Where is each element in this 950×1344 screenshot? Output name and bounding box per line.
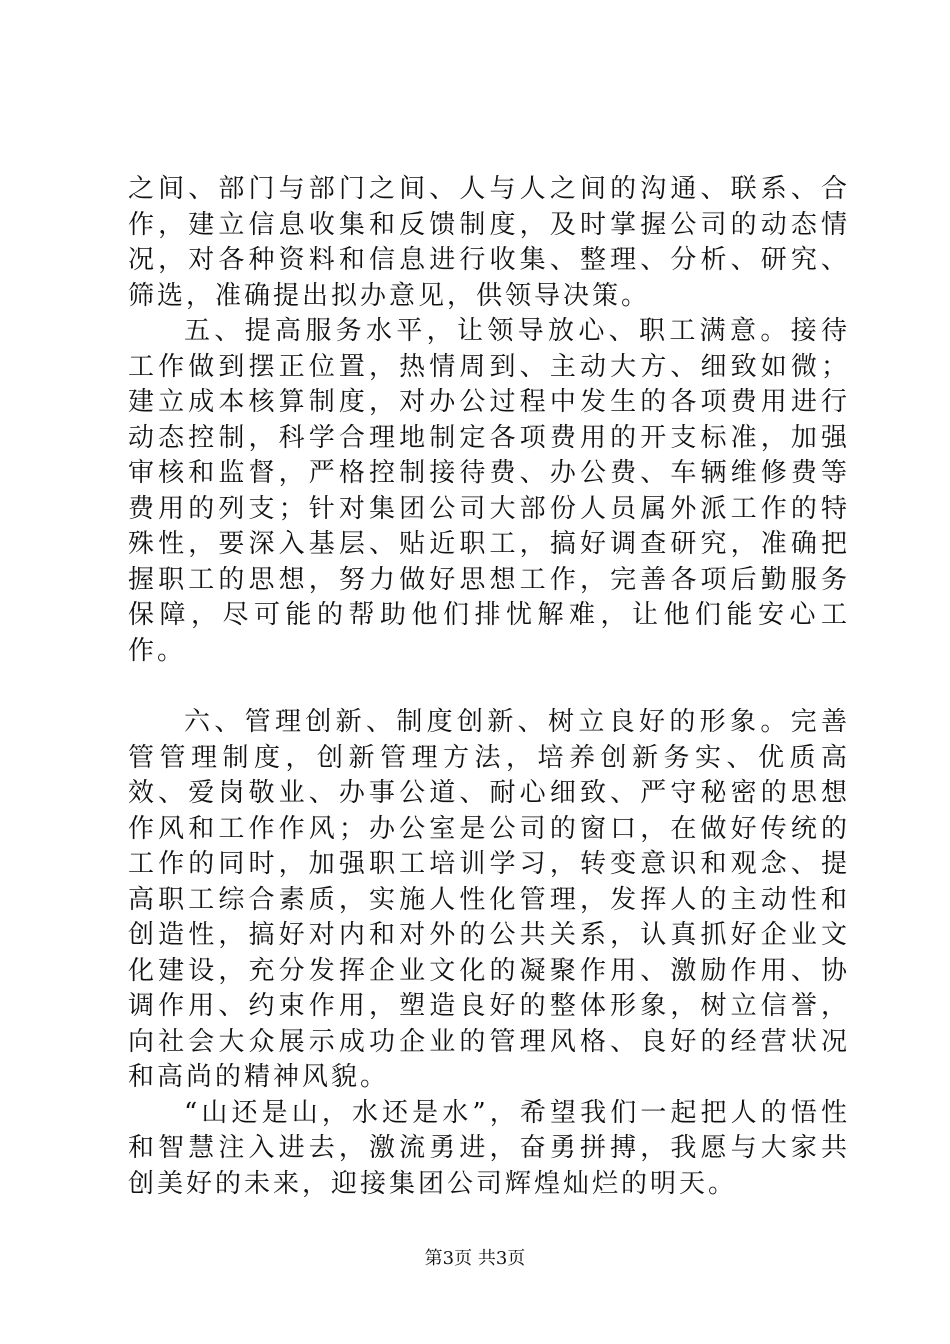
paragraph-continuation: 之间、部门与部门之间、人与人之间的沟通、联系、合作，建立信息收集和反馈制度，及时掌握公司的动态情况，对各种资料和信息进行收集、整理、分析、研究、筛选，准确提出拟办意见，供领导决策。: [128, 174, 850, 311]
paragraph-section-five: 五、提高服务水平，让领导放心、职工满意。接待工作做到摆正位置，热情周到、主动大方、细致如微；建立成本核算制度，对办公过程中发生的各项费用进行动态控制，科学合理地制定各项费用的开支标准，加强审核和监督，严格控制接待费、办公费、车辆维修费等费用的列支；针对集团公司大部份人员属外派工作的特殊性，要深入基层、贴近职工，搞好调查研究，准确把握职工的思想，努力做好思想工作，完善各项后勤服务保障，尽可能的帮助他们排忧解难，让他们能安心工作。: [128, 316, 850, 666]
page-number-footer: 第3页 共3页: [424, 1248, 526, 1269]
document-body: [128, 172, 850, 1202]
paragraph-closing: “山还是山，水还是水”，希望我们一起把人的悟性和智慧注入进去，激流勇进，奋勇拼搏，我愿与大家共创美好的未来，迎接集团公司辉煌灿烂的明天。: [128, 1097, 850, 1199]
paragraph-section-six: 六、管理创新、制度创新、树立良好的形象。完善管管理制度，创新管理方法，培养创新务实、优质高效、爱岗敬业、办事公道、耐心细致、严守秘密的思想作风和工作作风；办公室是公司的窗口，在做好传统的工作的同时，加强职工培训学习，转变意识和观念、提高职工综合素质，实施人性化管理，发挥人的主动性和创造性，搞好对内和对外的公共关系，认真抓好企业文化建设，充分发挥企业文化的凝聚作用、激励作用、协调作用、约束作用，塑造良好的整体形象，树立信誉，向社会大众展示成功企业的管理风格、良好的经营状况和高尚的精神风貌。: [128, 707, 850, 1092]
